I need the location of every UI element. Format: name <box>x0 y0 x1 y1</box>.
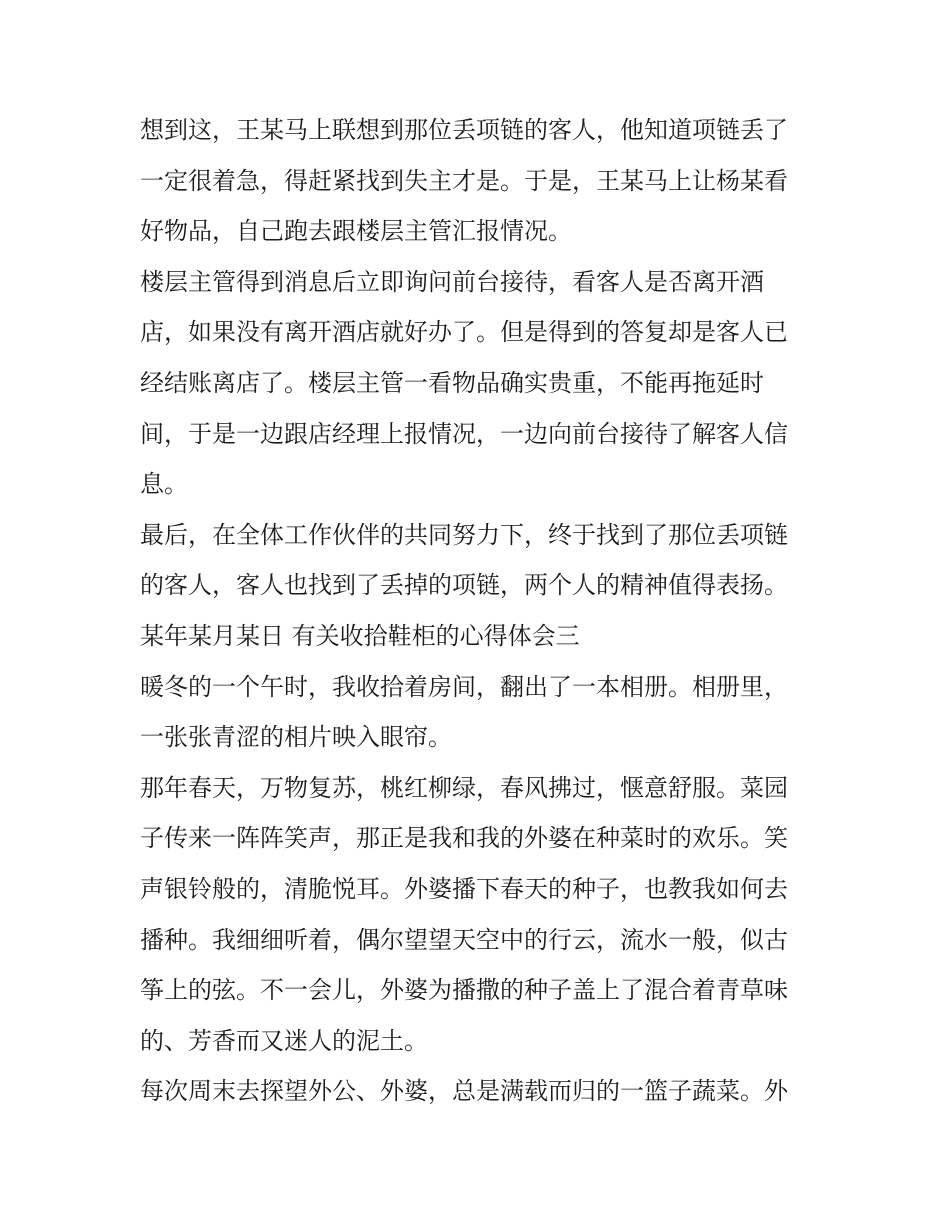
text-line: 子传来一阵阵笑声，那正是我和我的外婆在种菜时的欢乐。笑 <box>140 824 788 853</box>
text-line: 息。 <box>140 470 188 499</box>
text-line: 一张张青涩的相片映入眼帘。 <box>140 723 452 752</box>
text-line: 经结账离店了。楼层主管一看物品确实贵重，不能再拖延时 <box>140 368 764 397</box>
text-line: 那年春天，万物复苏，桃红柳绿，春风拂过，惬意舒服。菜园 <box>140 773 788 802</box>
text-line: 播种。我细细听着，偶尔望望天空中的行云，流水一般，似古 <box>140 925 788 954</box>
text-line: 的客人，客人也找到了丢掉的项链，两个人的精神值得表扬。 <box>140 571 788 600</box>
text-line: 楼层主管得到消息后立即询问前台接待，看客人是否离开酒 <box>140 267 764 296</box>
text-line: 想到这，王某马上联想到那位丢项链的客人，他知道项链丢了 <box>140 116 788 144</box>
section-heading: 某年某月某日 有关收拾鞋柜的心得体会三 <box>140 621 580 650</box>
text-line: 筝上的弦。不一会儿，外婆为播撒的种子盖上了混合着青草味 <box>140 976 788 1005</box>
text-line: 的、芳香而又迷人的泥土。 <box>140 1026 428 1055</box>
text-line: 一定很着急，得赶紧找到失主才是。于是，王某马上让杨某看 <box>140 166 788 195</box>
text-line: 每次周末去探望外公、外婆，总是满载而归的一篮子蔬菜。外 <box>140 1077 788 1106</box>
text-line: 声银铃般的，清脆悦耳。外婆播下春天的种子，也教我如何去 <box>140 874 788 903</box>
text-line: 店，如果没有离开酒店就好办了。但是得到的答复却是客人已 <box>140 318 788 347</box>
body-text <box>140 105 820 1117</box>
text-line: 好物品，自己跑去跟楼层主管汇报情况。 <box>140 217 572 246</box>
text-line: 暖冬的一个午时，我收拾着房间，翻出了一本相册。相册里， <box>140 672 788 701</box>
text-line: 间，于是一边跟店经理上报情况，一边向前台接待了解客人信 <box>140 419 788 448</box>
text-line: 最后，在全体工作伙伴的共同努力下，终于找到了那位丢项链 <box>140 520 788 549</box>
